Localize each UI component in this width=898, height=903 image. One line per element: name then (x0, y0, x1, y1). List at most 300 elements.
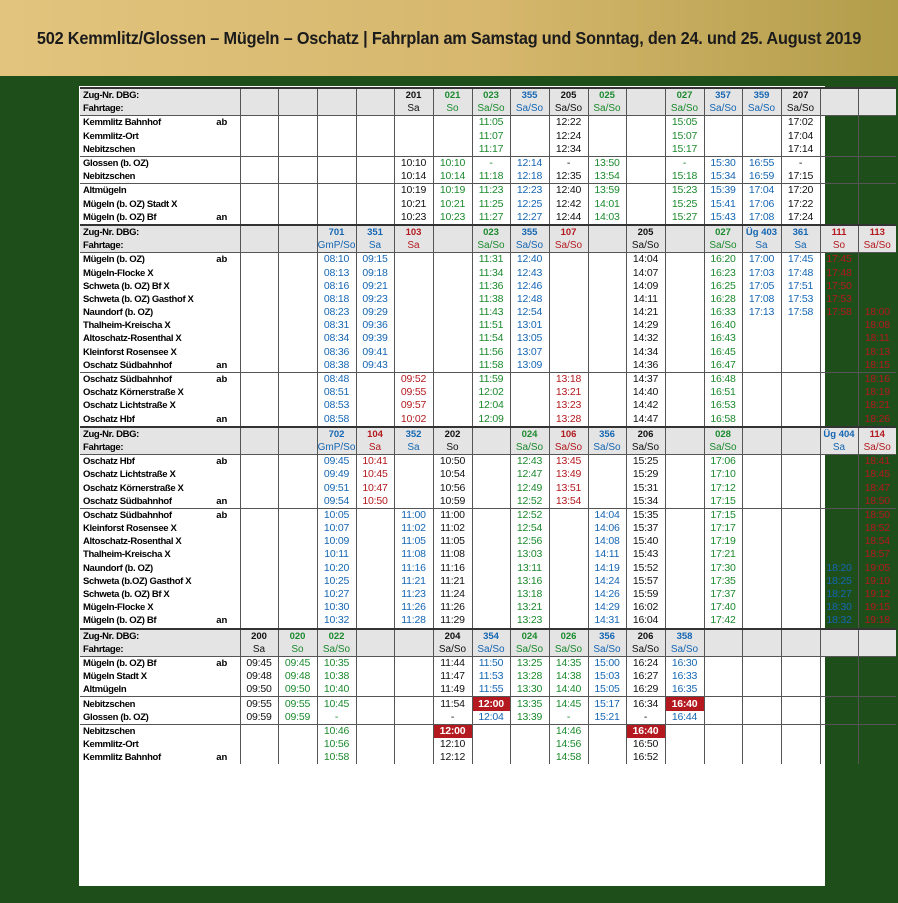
departure-time (742, 738, 781, 751)
departure-time (588, 455, 626, 469)
departure-time: 11:00 (433, 508, 472, 522)
operating-days: Sa/So (626, 239, 665, 253)
departure-time: 13:05 (510, 332, 549, 345)
departure-time (394, 711, 433, 725)
departure-time (665, 253, 704, 267)
departure-time (394, 751, 433, 764)
departure-time: 09:55 (394, 386, 433, 399)
station-name: Oschatz Körnerstraße X (83, 387, 184, 399)
station-name: Kleinforst Rosensee X (83, 523, 177, 535)
departure-time: 10:07 (317, 522, 356, 535)
operating-days: Sa/So (781, 102, 820, 116)
departure-time (858, 293, 896, 306)
departure-time (704, 130, 742, 143)
departure-time: 13:16 (510, 575, 549, 588)
departure-time: 09:51 (317, 481, 356, 494)
departure-time: 16:47 (704, 359, 742, 373)
train-number (742, 629, 781, 643)
departure-time (742, 614, 781, 628)
arrival-departure-marker (204, 683, 240, 697)
operating-days (394, 643, 433, 657)
departure-time: 15:23 (665, 184, 704, 198)
table-row (80, 522, 896, 535)
departure-time: 15:18 (665, 170, 704, 184)
departure-time: 18:11 (858, 332, 896, 345)
departure-time: 17:48 (820, 266, 858, 279)
departure-time: 12:02 (472, 386, 510, 399)
departure-time (549, 266, 588, 279)
arrival-departure-marker (204, 306, 240, 319)
departure-time (356, 184, 394, 198)
arrival-departure-marker: ab (204, 508, 240, 522)
train-number (588, 225, 626, 239)
departure-time: 11:18 (472, 170, 510, 184)
departure-time: 17:14 (781, 143, 820, 157)
table-row (80, 170, 896, 184)
departure-time (858, 198, 896, 211)
departure-time (742, 697, 781, 711)
train-number (394, 629, 433, 643)
train-number (356, 629, 394, 643)
train-number: 027 (704, 225, 742, 239)
operating-days (626, 102, 665, 116)
train-number: 200 (240, 629, 278, 643)
departure-time (356, 211, 394, 225)
station-name: Kemmlitz Bahnhof (83, 752, 161, 764)
departure-time: - (549, 711, 588, 725)
departure-time (742, 562, 781, 575)
departure-time: 16:48 (704, 372, 742, 386)
departure-time (433, 266, 472, 279)
departure-time (820, 468, 858, 481)
departure-time (394, 670, 433, 683)
departure-time (278, 588, 317, 601)
train-number: 355 (510, 88, 549, 102)
departure-time (240, 588, 278, 601)
departure-time (626, 211, 665, 225)
departure-time (781, 413, 820, 427)
train-number: 357 (704, 88, 742, 102)
departure-time (356, 535, 394, 548)
departure-time: 09:21 (356, 280, 394, 293)
departure-time (278, 751, 317, 764)
arrival-departure-marker (204, 535, 240, 548)
departure-time (549, 522, 588, 535)
departure-time (317, 130, 356, 143)
departure-time: 15:43 (704, 211, 742, 225)
operating-days (704, 643, 742, 657)
departure-time: 12:14 (510, 156, 549, 170)
operating-days: Sa (742, 239, 781, 253)
departure-time (858, 143, 896, 157)
departure-time: 16:34 (626, 697, 665, 711)
operating-days: Sa/So (549, 643, 588, 657)
departure-time (472, 724, 510, 738)
departure-time (240, 495, 278, 509)
departure-time: 15:07 (665, 130, 704, 143)
departure-time (240, 319, 278, 332)
departure-time: 08:16 (317, 280, 356, 293)
train-number: 024 (510, 629, 549, 643)
departure-time (858, 697, 896, 711)
departure-time (820, 386, 858, 399)
departure-time (240, 372, 278, 386)
departure-time (240, 143, 278, 157)
departure-time: 13:18 (549, 372, 588, 386)
departure-time: 11:59 (472, 372, 510, 386)
departure-time (742, 143, 781, 157)
departure-time (665, 455, 704, 469)
arrival-departure-marker (204, 522, 240, 535)
departure-time (588, 346, 626, 359)
departure-time: 14:11 (588, 548, 626, 561)
departure-time (781, 481, 820, 494)
table-row (80, 614, 896, 628)
departure-time (278, 359, 317, 373)
departure-time: 12:52 (510, 508, 549, 522)
departure-time (742, 711, 781, 725)
train-number (781, 629, 820, 643)
departure-time: 11:08 (433, 548, 472, 561)
departure-time (356, 724, 394, 738)
departure-time (549, 293, 588, 306)
operating-days: Sa/So (317, 643, 356, 657)
station-name: Kleinforst Rosensee X (83, 346, 177, 358)
departure-time (278, 548, 317, 561)
departure-time (742, 522, 781, 535)
operating-days-row (80, 239, 896, 253)
departure-time (278, 280, 317, 293)
departure-time: 15:35 (626, 508, 665, 522)
departure-time (820, 184, 858, 198)
departure-time: 18:50 (858, 508, 896, 522)
departure-time (665, 399, 704, 412)
departure-time: 12:47 (510, 468, 549, 481)
departure-time: 18:26 (858, 413, 896, 427)
departure-time: 11:58 (472, 359, 510, 373)
arrival-departure-marker: ab (204, 116, 240, 130)
departure-time: 11:25 (472, 198, 510, 211)
departure-time (626, 130, 665, 143)
departure-time (781, 372, 820, 386)
train-number-row (80, 629, 896, 643)
departure-time: 16:33 (665, 670, 704, 683)
departure-time (278, 372, 317, 386)
train-number: 103 (394, 225, 433, 239)
departure-time: 10:25 (317, 575, 356, 588)
departure-time: 13:28 (549, 413, 588, 427)
departure-time (549, 588, 588, 601)
departure-time (549, 508, 588, 522)
operating-days (588, 239, 626, 253)
departure-time: 10:38 (317, 670, 356, 683)
arrival-departure-marker (204, 346, 240, 359)
departure-time (549, 346, 588, 359)
marker-cell (204, 643, 240, 657)
departure-time: 12:00 (472, 697, 510, 711)
departure-time (820, 656, 858, 670)
departure-time (510, 724, 549, 738)
operating-days (356, 643, 394, 657)
train-number (278, 225, 317, 239)
departure-time: - (626, 711, 665, 725)
departure-time: 16:28 (704, 293, 742, 306)
operating-days: Sa/So (549, 102, 588, 116)
departure-time: 18:20 (820, 562, 858, 575)
departure-time: 11:43 (472, 306, 510, 319)
departure-time (240, 738, 278, 751)
table-row (80, 656, 896, 670)
train-number: 701 (317, 225, 356, 239)
departure-time (588, 372, 626, 386)
departure-time: 14:36 (626, 359, 665, 373)
table-row (80, 198, 896, 211)
departure-time: 11:02 (433, 522, 472, 535)
departure-time: 13:11 (510, 562, 549, 575)
departure-time (781, 522, 820, 535)
arrival-departure-marker (204, 143, 240, 157)
departure-time (781, 575, 820, 588)
station-name: Mügeln Stadt X (83, 671, 147, 683)
arrival-departure-marker (204, 575, 240, 588)
departure-time: 18:08 (858, 319, 896, 332)
departure-time (356, 130, 394, 143)
train-number: 026 (549, 629, 588, 643)
arrival-departure-marker (204, 266, 240, 279)
departure-time (665, 535, 704, 548)
departure-time: 08:48 (317, 372, 356, 386)
operating-days-row (80, 441, 896, 455)
departure-time (240, 156, 278, 170)
arrival-departure-marker: ab (204, 253, 240, 267)
departure-time: 14:24 (588, 575, 626, 588)
departure-time: 15:05 (588, 683, 626, 697)
departure-time: 15:31 (626, 481, 665, 494)
station-name: Mügeln (b. OZ) Stadt X (83, 198, 178, 210)
train-number-row (80, 225, 896, 239)
table-row (80, 184, 896, 198)
departure-time: 17:42 (704, 614, 742, 628)
departure-time (665, 614, 704, 628)
train-number: Üg 404 (820, 427, 858, 441)
departure-time: - (472, 156, 510, 170)
departure-time (356, 508, 394, 522)
departure-time (665, 332, 704, 345)
table-row (80, 143, 896, 157)
departure-time: 12:04 (472, 711, 510, 725)
departure-time: 19:18 (858, 614, 896, 628)
departure-time (549, 359, 588, 373)
departure-time (781, 535, 820, 548)
operating-days (278, 441, 317, 455)
departure-time: 18:16 (858, 372, 896, 386)
arrival-departure-marker (204, 386, 240, 399)
train-number: 356 (588, 629, 626, 643)
operating-days: Sa (240, 643, 278, 657)
departure-time: 13:39 (510, 711, 549, 725)
departure-time: 09:48 (240, 670, 278, 683)
departure-time: 10:56 (433, 481, 472, 494)
departure-time (278, 116, 317, 130)
arrival-departure-marker (204, 697, 240, 711)
departure-time: 17:17 (704, 522, 742, 535)
departure-time: 12:22 (549, 116, 588, 130)
departure-time (278, 156, 317, 170)
departure-time (240, 184, 278, 198)
departure-time: 10:41 (356, 455, 394, 469)
operating-days: Sa (781, 239, 820, 253)
departure-time (240, 399, 278, 412)
departure-time (781, 386, 820, 399)
departure-time: 09:55 (240, 697, 278, 711)
operating-days (356, 102, 394, 116)
departure-time: 15:34 (704, 170, 742, 184)
departure-time (704, 656, 742, 670)
departure-time: 18:57 (858, 548, 896, 561)
departure-time: 15:39 (704, 184, 742, 198)
departure-time (240, 116, 278, 130)
train-number (356, 88, 394, 102)
page-title: 502 Kemmlitz/Glossen – Mügeln – Oschatz | Fahrplan am Samstag und Sonntag, den 24. und 25. August 2019 (36, 28, 862, 48)
departure-time (240, 170, 278, 184)
station-name: Oschatz Körnerstraße X (83, 482, 184, 494)
departure-time (356, 522, 394, 535)
departure-time: 10:10 (433, 156, 472, 170)
departure-time (356, 738, 394, 751)
departure-time: 09:49 (317, 468, 356, 481)
departure-time (820, 508, 858, 522)
departure-time: 14:29 (588, 601, 626, 614)
row-label-days: Fahrtage: (80, 239, 204, 253)
train-number (781, 427, 820, 441)
departure-time (278, 198, 317, 211)
departure-time: 09:54 (317, 495, 356, 509)
departure-time: 12:40 (510, 253, 549, 267)
departure-time (317, 170, 356, 184)
train-number (278, 427, 317, 441)
departure-time: 12:24 (549, 130, 588, 143)
departure-time: 12:23 (510, 184, 549, 198)
departure-time (665, 266, 704, 279)
departure-time (665, 601, 704, 614)
departure-time: 11:47 (433, 670, 472, 683)
train-number (665, 427, 704, 441)
station-name: Mügeln (b. OZ) (80, 253, 204, 267)
operating-days (240, 239, 278, 253)
table-row (80, 211, 896, 225)
departure-time: 16:40 (626, 724, 665, 738)
departure-time (433, 116, 472, 130)
departure-time: 11:26 (394, 601, 433, 614)
station-name: Mügeln-Flocke X (83, 602, 154, 614)
departure-time (240, 535, 278, 548)
departure-time (394, 455, 433, 469)
departure-time (665, 468, 704, 481)
row-label-days: Fahrtage: (80, 441, 204, 455)
departure-time (820, 170, 858, 184)
departure-time: 16:33 (704, 306, 742, 319)
operating-days (858, 102, 896, 116)
departure-time: 15:52 (626, 562, 665, 575)
departure-time: 11:29 (433, 614, 472, 628)
departure-time (704, 670, 742, 683)
departure-time: 16:53 (704, 399, 742, 412)
train-number (240, 225, 278, 239)
departure-time (240, 481, 278, 494)
departure-time: 16:59 (742, 170, 781, 184)
arrival-departure-marker: an (216, 359, 228, 371)
departure-time: 11:17 (472, 143, 510, 157)
departure-time: 16:29 (626, 683, 665, 697)
operating-days: Sa/So (665, 102, 704, 116)
departure-time (433, 359, 472, 373)
station-name: Oschatz Südbahnhof (83, 359, 172, 371)
departure-time: 10:23 (394, 211, 433, 225)
arrival-departure-marker: an (216, 211, 228, 223)
train-number (665, 225, 704, 239)
departure-time (356, 711, 394, 725)
departure-time: 14:40 (626, 386, 665, 399)
departure-time (240, 614, 278, 628)
train-number (742, 427, 781, 441)
departure-time (820, 332, 858, 345)
departure-time (704, 683, 742, 697)
departure-time (742, 724, 781, 738)
departure-time (356, 614, 394, 628)
departure-time (665, 724, 704, 738)
departure-time: 17:13 (742, 306, 781, 319)
departure-time (704, 697, 742, 711)
departure-time: 12:56 (510, 535, 549, 548)
operating-days: Sa/So (433, 643, 472, 657)
departure-time: 11:34 (472, 266, 510, 279)
departure-time: 16:44 (665, 711, 704, 725)
operating-days (781, 441, 820, 455)
departure-time (356, 670, 394, 683)
table-row (80, 588, 896, 601)
train-number: 114 (858, 427, 896, 441)
departure-time: 19:12 (858, 588, 896, 601)
departure-time (278, 386, 317, 399)
table-row (80, 751, 896, 764)
operating-days (742, 643, 781, 657)
departure-time: 11:44 (433, 656, 472, 670)
departure-time (278, 413, 317, 427)
station-name: Oschatz Südbahnhof (80, 508, 204, 522)
departure-time: 17:53 (781, 293, 820, 306)
departure-time: 10:19 (433, 184, 472, 198)
train-number (240, 88, 278, 102)
departure-time (588, 266, 626, 279)
departure-time (278, 399, 317, 412)
departure-time: 08:38 (317, 359, 356, 373)
departure-time (356, 413, 394, 427)
table-row (80, 711, 896, 725)
departure-time: 13:21 (510, 601, 549, 614)
departure-time: 12:44 (549, 211, 588, 225)
departure-time: 18:25 (820, 575, 858, 588)
station-name: Schweta (b. OZ) Bf X (83, 280, 170, 292)
departure-time (742, 319, 781, 332)
departure-time (356, 116, 394, 130)
departure-time (278, 184, 317, 198)
departure-time (240, 306, 278, 319)
departure-time: 11:54 (472, 332, 510, 345)
departure-time: 15:17 (665, 143, 704, 157)
departure-time (510, 751, 549, 764)
departure-time (626, 184, 665, 198)
departure-time (665, 372, 704, 386)
